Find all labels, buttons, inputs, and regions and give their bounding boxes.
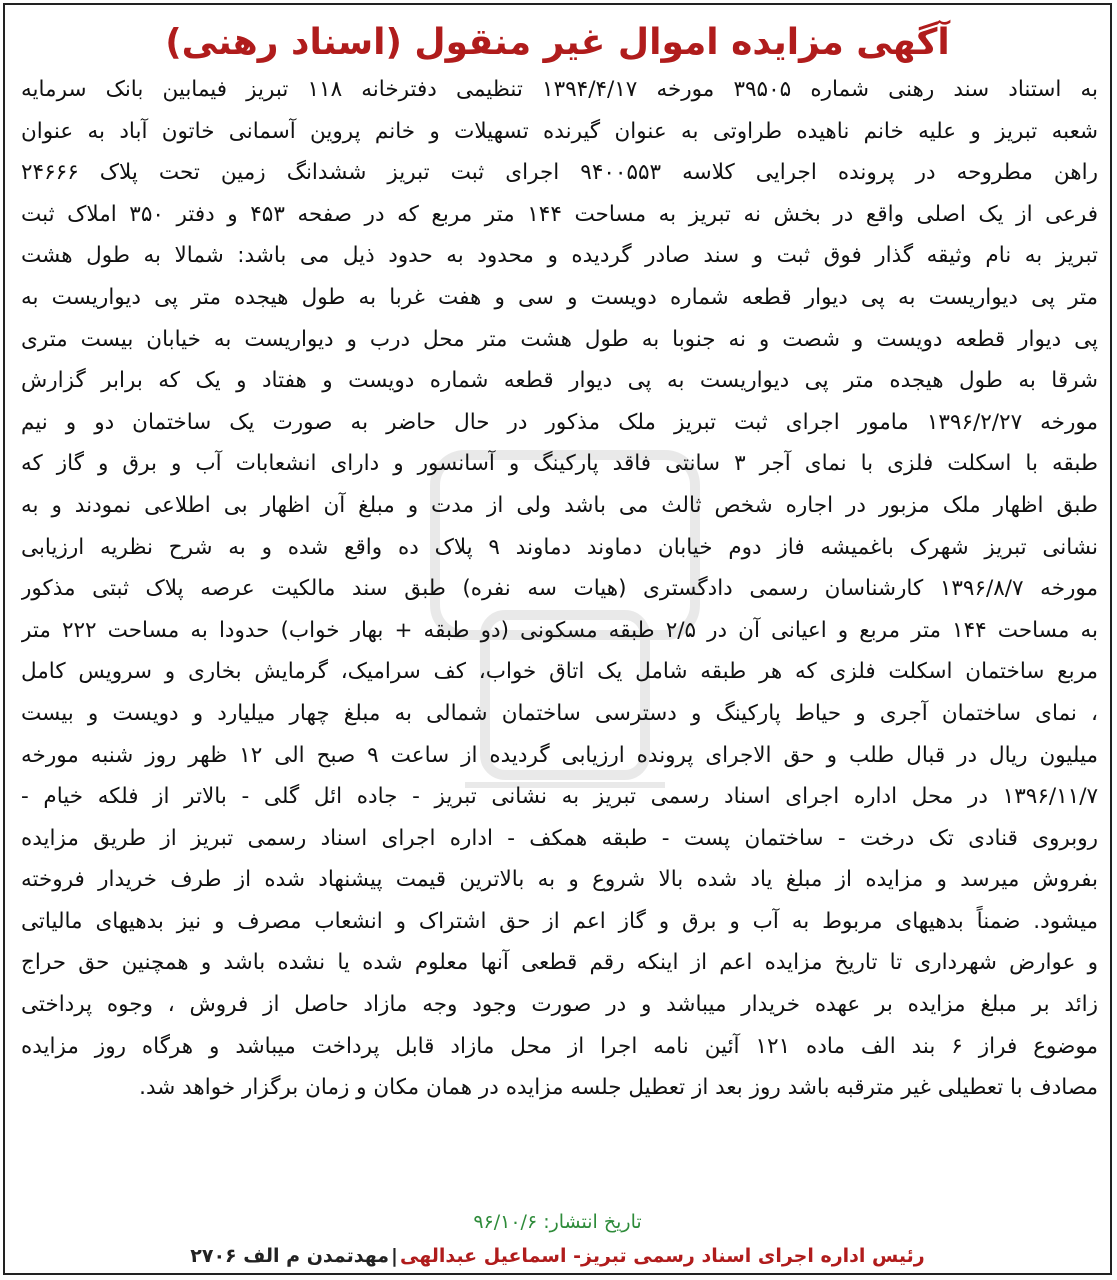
notice-line: متر پی دیواریست به پی دیوار قطعه شماره دویست و سی و هفت غربا به طول هیجده متر پی دیواریست به <box>21 284 1098 310</box>
notice-line: میلیون ریال در قبال طلب و حق الاجرای پرونده ارزیابی گردیده از ساعت ۹ صبح الی ۱۲ ظهر روز شنبه مورخه <box>21 742 1098 768</box>
notice-line: مربع ساختمان اسکلت فلزی که هر طبقه شامل یک اتاق خواب، کف سرامیک، گرمایش بخاری و سرویس کامل <box>21 659 1098 685</box>
notice-line: به استناد سند رهنی شماره ۳۹۵۰۵ مورخه ۱۳۹۴/۴/۱۷ تنظیمی دفترخانه ۱۱۸ تبریز فیمابین بانک سرمایه <box>21 77 1098 102</box>
notice-line: فرعی از یک اصلی واقع در بخش نه تبریز به مساحت ۱۴۴ متر مربع که در صفحه ۴۵۳ و دفتر ۳۵۰ املاک ثبت <box>21 201 1098 227</box>
notice-line: موضوع فراز ۶ بند الف ماده ۱۲۱ آئین نامه اجرا از محل مازاد قابل پرداخت میباشد و هرگاه روز مزایده <box>21 1033 1098 1059</box>
notice-line: ۱۳۹۶/۱۱/۷ در محل اداره اجرای اسناد رسمی تبریز به نشانی تبریز - جاده ائل گلی - بالاتر از فلکه خیام - <box>21 784 1098 810</box>
publish-date: تاریخ انتشار: ۹۶/۱۰/۶ <box>473 1211 642 1233</box>
notice-body <box>21 69 1098 1109</box>
signature-separator: | <box>391 1245 398 1267</box>
notice-line: روبروی قنادی تک درخت - ساختمان پست - طبقه همکف - اداره اجرای اسناد رسمی تبریز از طریق مزایده <box>21 825 1098 851</box>
notice-line: بفروش میرسد و مزایده از مبلغ یاد شده بالا شروع و به بالاترین قیمت پیشنهاد شده از طرف خریدار فروخته <box>21 867 1098 893</box>
notice-line: مصادف با تعطیلی غیر مترقبه باشد روز بعد از تعطیل جلسه مزایده در همان مکان و زمان برگزار خواهد شد. <box>139 1075 1098 1101</box>
notice-frame <box>3 3 1112 1275</box>
notice-line: طبق اظهار ملک مزبور در اجاره شخص ثالث می باشد ولی از مدت و مبلغ آن اظهار بی اطلاعی نمودند و به <box>21 492 1098 518</box>
notice-line: پی دیوار قطعه دویست و شصت و نه جنوبا به طول هشت متر محل درب و دیواریست به خیابان بیست متری <box>21 326 1098 352</box>
notice-line: مورخه ۱۳۹۶/۸/۷ کارشناسان رسمی دادگستری (هیات سه نفره) طبق سند مالکیت عرصه پلاک ثبتی مذکور <box>21 576 1098 602</box>
notice-line: به مساحت ۱۴۴ متر مربع و اعیانی آن در ۲/۵ طبقه مسکونی (دو طبقه + بهار خواب) حدودا به مساحت ۲۲۲ متر <box>21 617 1098 643</box>
notice-line: راهن مطروحه در پرونده اجرایی کلاسه ۹۴۰۰۵۵۳ اجرای ثبت تبریز ششدانگ زمین تحت پلاک ۲۴۶۶۶ <box>21 160 1098 186</box>
notice-line: و عوارض شهرداری تا تاریخ مزایده اعم از اینکه رقم قطعی آنها معلوم شده یا نشده باشد و همچنین حق حراج <box>21 950 1098 976</box>
notice-title: آگهی مزایده اموال غیر منقول (اسناد رهنی) <box>165 22 950 63</box>
notice-line: شعبه تبریز و علیه خانم ناهیده طراوتی به عنوان گیرنده تسهیلات و خانم پروین آسمانی خاتون آباد به عنوان <box>21 118 1098 144</box>
notice-line: میشود. ضمناً بدهیهای مربوط به آب و برق و گاز اعم از حق اشتراک و انشعاب مصرف و نیز بدهیهای مالیاتی <box>21 908 1098 934</box>
signature-text: رئیس اداره اجرای اسناد رسمی تبریز- اسماعیل عبدالهی <box>400 1245 925 1267</box>
notice-line: زائد بر مبلغ مزایده بر عهده خریدار میباشد و در صورت وجود وجه مازاد حاصل از فروش ، وجوه پرداختی <box>21 992 1098 1018</box>
signature-code: مهدتمدن م الف ۲۷۰۶ <box>190 1245 390 1267</box>
notice-line: نشانی تبریز شهرک باغمیشه فاز دوم خیابان دماوند دماوند ۹ پلاک ده واقع شده و به شرح نظریه ارزیابی <box>21 534 1098 560</box>
notice-line: طبقه با اسکلت فلزی با نمای آجر ۳ سانتی فاقد پارکینگ و آسانسور و دارای انشعابات آب و برق و گاز که <box>21 451 1098 477</box>
notice-line: ، نمای ساختمان آجری و حیاط پارکینگ و دسترسی ساختمان شمالی به مبلغ چهار میلیارد و دویست و بیست <box>21 700 1098 726</box>
notice-line: تبریز به نام وثیقه گذار فوق ثبت و سند صادر گردیده و محدود به حدود ذیل می باشد: شمالا به طول هشت <box>21 243 1098 269</box>
notice-line: شرقا به طول هیجده متر پی دیواریست به پی دیوار قطعه شماره دویست و هفتاد و یک که برابر گزارش <box>21 368 1098 394</box>
notice-line: مورخه ۱۳۹۶/۲/۲۷ مامور اجرای ثبت تبریز ملک مذکور در حال حاضر به صورت یک ساختمان دو و نیم <box>21 409 1098 435</box>
signature-block <box>5 1239 1110 1273</box>
